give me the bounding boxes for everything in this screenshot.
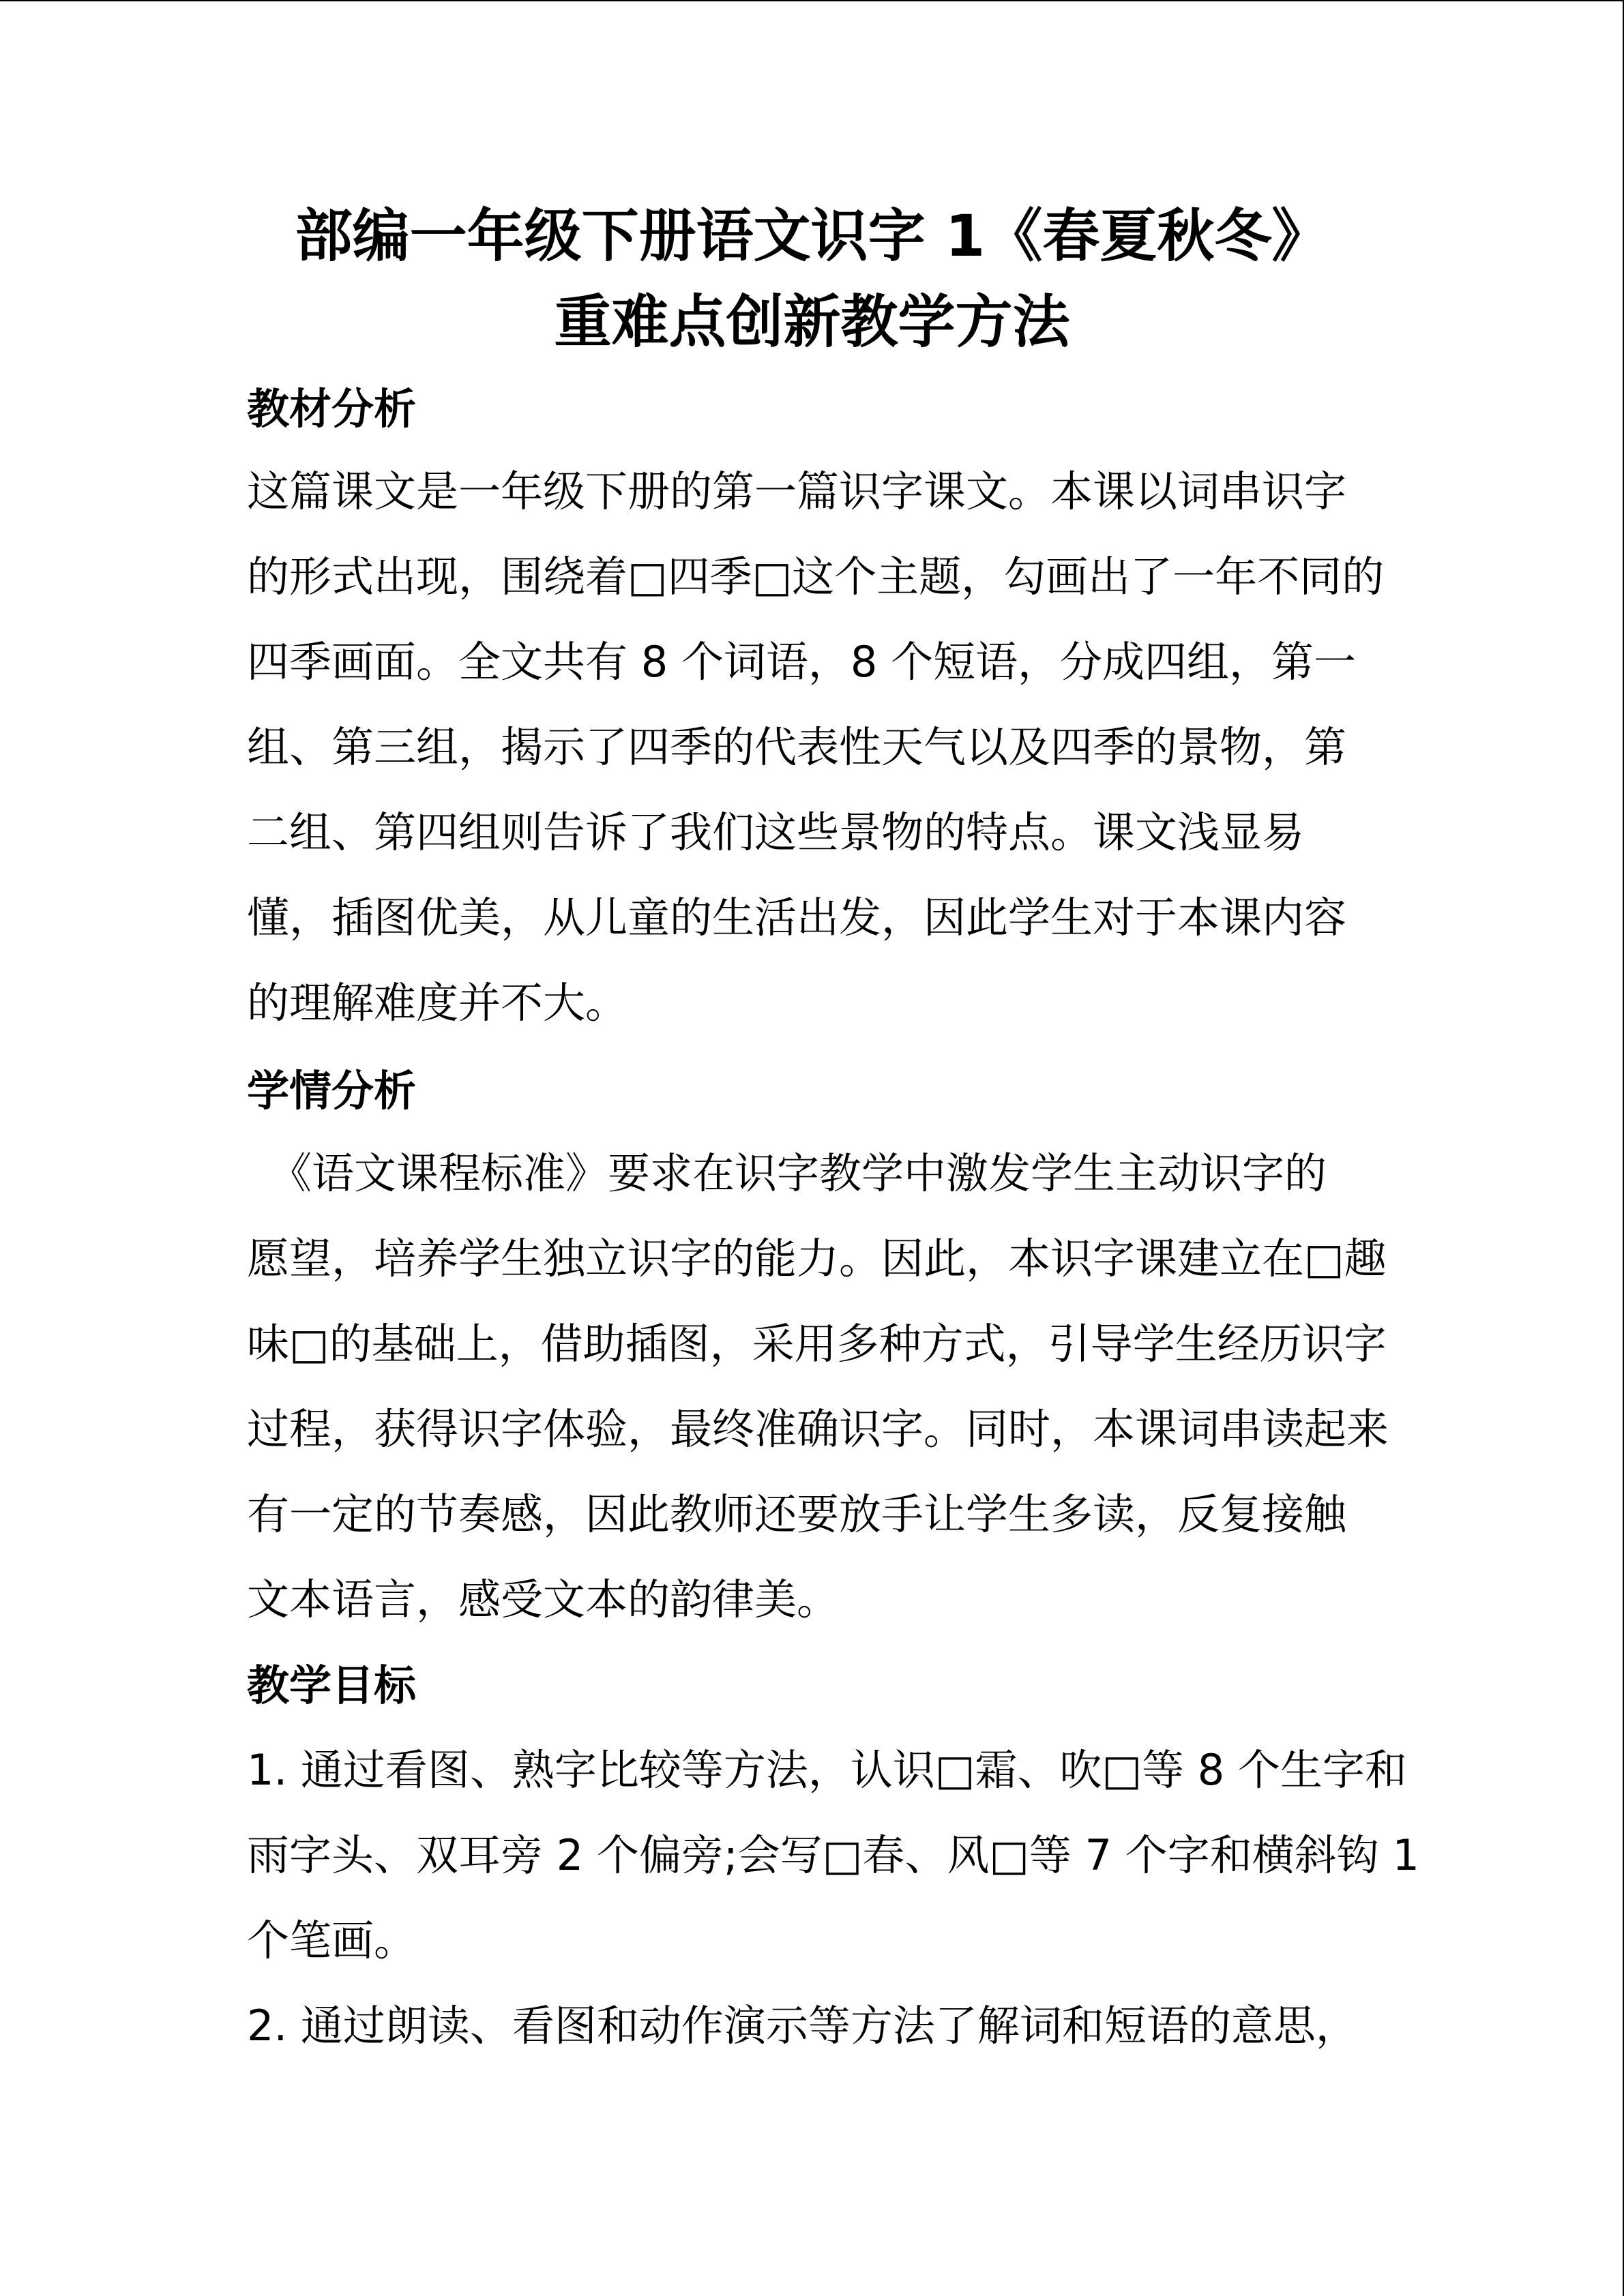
document-title-line-2: 重难点创新教学方法: [554, 288, 1070, 355]
paragraph-line: 愿望，培养学生独立识字的能力。因此，本识字课建立在□趣: [247, 1234, 1387, 1283]
paragraph-line: 懂，插图优美，从儿童的生活出发，因此学生对于本课内容: [247, 893, 1347, 942]
paragraph-line: 《语文课程标准》要求在识字教学中激发学生主动识字的: [269, 1148, 1327, 1198]
section-heading-learner-analysis: 学情分析: [247, 1066, 417, 1116]
paragraph-line: 过程，获得识字体验，最终准确识字。同时，本课词串读起来: [247, 1404, 1389, 1454]
paragraph-line: 2. 通过朗读、看图和动作演示等方法了解词和短语的意思，: [247, 2001, 1358, 2051]
document-title-line-1: 部编一年级下册语文识字 1《春夏秋冬》: [295, 203, 1329, 269]
paragraph-line: 雨字头、双耳旁 2 个偏旁;会写□春、风□等 7 个字和横斜钩 1: [247, 1830, 1419, 1880]
section-heading-teaching-objectives: 教学目标: [247, 1660, 417, 1710]
paragraph-line: 的形式出现，围绕着□四季□这个主题，勾画出了一年不同的: [247, 552, 1385, 601]
paragraph-line: 文本语言，感受文本的韵律美。: [247, 1575, 840, 1624]
paragraph-line: 1. 通过看图、熟字比较等方法，认识□霜、吹□等 8 个生字和: [247, 1745, 1407, 1795]
section-heading-textbook-analysis: 教材分析: [247, 384, 417, 434]
paragraph-line: 四季画面。全文共有 8 个词语，8 个短语，分成四组，第一: [247, 637, 1357, 687]
paragraph-line: 个笔画。: [247, 1915, 417, 1965]
paragraph-line: 这篇课文是一年级下册的第一篇识字课文。本课以词串识字: [247, 466, 1347, 516]
paragraph-line: 味□的基础上，借助插图，采用多种方式，引导学生经历识字: [247, 1319, 1387, 1369]
paragraph-line: 组、第三组，揭示了四季的代表性天气以及四季的景物，第: [247, 722, 1347, 772]
paragraph-line: 有一定的节奏感，因此教师还要放手让学生多读，反复接触: [247, 1489, 1347, 1539]
paragraph-line: 的理解难度并不大。: [247, 978, 628, 1028]
paragraph-line: 二组、第四组则告诉了我们这些景物的特点。课文浅显易: [247, 807, 1305, 857]
